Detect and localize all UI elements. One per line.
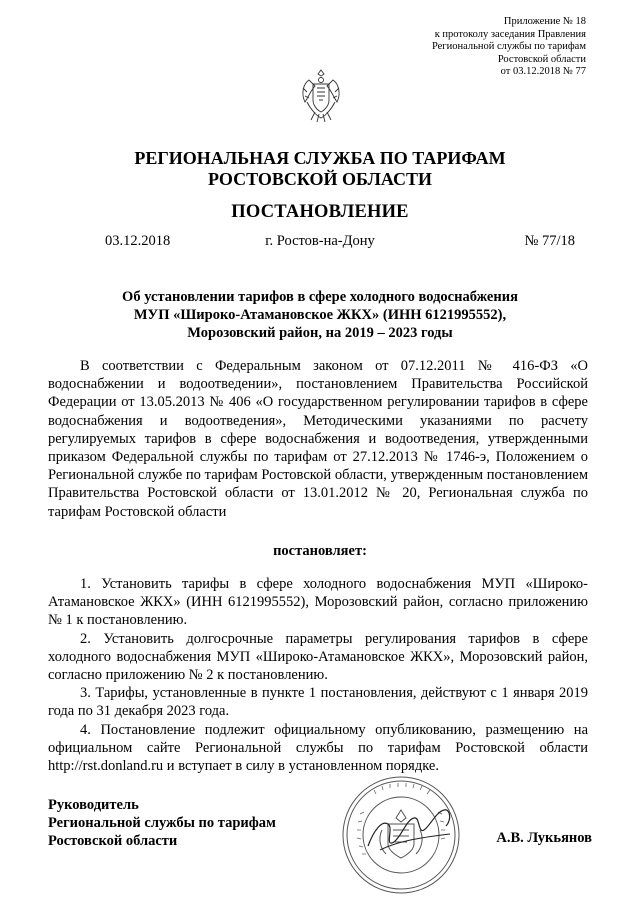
appendix-line: Приложение № 18 (503, 16, 586, 27)
organization-line: РОСТОВСКОЙ ОБЛАСТИ (208, 169, 432, 189)
appendix-line: Ростовской области (497, 53, 586, 65)
document-title (60, 288, 580, 342)
position-line: Региональной службы по тарифам (48, 815, 276, 831)
handwritten-signature (360, 790, 460, 870)
decree-items (48, 575, 588, 775)
decree-item: 4. Постановление подлежит официальному опубликованию, размещению на официальном сайте Региональной службы по тарифам Ростовской области http://rst.donland.ru и вступает в силу в установленном порядке. (48, 721, 588, 775)
document-type: ПОСТАНОВЛЕНИЕ (231, 202, 409, 222)
preamble-paragraph: В соответствии с Федеральным законом от 07.12.2011 № 416-ФЗ «О водоснабжении и водоотведении», постановлением Правительства Российской Федерации от 13.05.2013 № 406 «О государственном регулировании тарифов в сфере водоснабжения и водоотведения», Методическими указаниями по расчету регулируемых тарифов в сфере водоснабжения и водоотведения, утвержденными приказом Федеральной службы по тарифам от 27.12.2013 № 1746-э, Положением о Региональной службе по тарифам Ростовской области, утвержденным постановлением Правительства Ростовской области от 13.01.2012 № 20, Региональная служба по тарифам Ростовской области (48, 358, 588, 520)
signatory-name: А.В. Лукьянов (496, 830, 592, 846)
title-line: Морозовский район, на 2019 – 2023 годы (187, 325, 453, 341)
organization-line: РЕГИОНАЛЬНАЯ СЛУЖБА ПО ТАРИФАМ (134, 148, 506, 168)
signatory-position (48, 796, 276, 850)
decree-item: 2. Установить долгосрочные параметры регулирования тарифов в сфере холодного водоснабжения МУП «Широко-Атамановское ЖКХ», Морозовский район, согласно приложению № 2 к постановлению. (48, 630, 588, 684)
coat-of-arms-icon (297, 66, 345, 124)
appendix-line: Региональной службы по тарифам (431, 41, 586, 52)
title-line: МУП «Широко-Атамановское ЖКХ» (ИНН 6121995552), (133, 307, 507, 323)
appendix-line: к протоколу заседания Правления (434, 28, 586, 40)
appendix-block (356, 16, 586, 79)
document-city: г. Ростов-на-Дону (265, 233, 375, 249)
organization-title (0, 148, 640, 190)
position-line: Ростовской области (48, 833, 178, 849)
title-line: Об установлении тарифов в сфере холодного водоснабжения (122, 289, 518, 305)
decree-item: 1. Установить тарифы в сфере холодного водоснабжения МУП «Широко-Атамановское ЖКХ» (ИНН 6121995552), Морозовский район, согласно приложению № 1 к постановлению. (48, 576, 588, 629)
document-date: 03.12.2018 (105, 233, 171, 249)
document-number: № 77/18 (524, 233, 575, 249)
appendix-line: от 03.12.2018 № 77 (500, 66, 586, 77)
decree-item: 3. Тарифы, установленные в пункте 1 постановления, действуют с 1 января 2019 года по 31 декабря 2023 года. (48, 685, 588, 720)
position-line: Руководитель (48, 797, 139, 813)
decree-word: постановляет: (273, 543, 367, 559)
